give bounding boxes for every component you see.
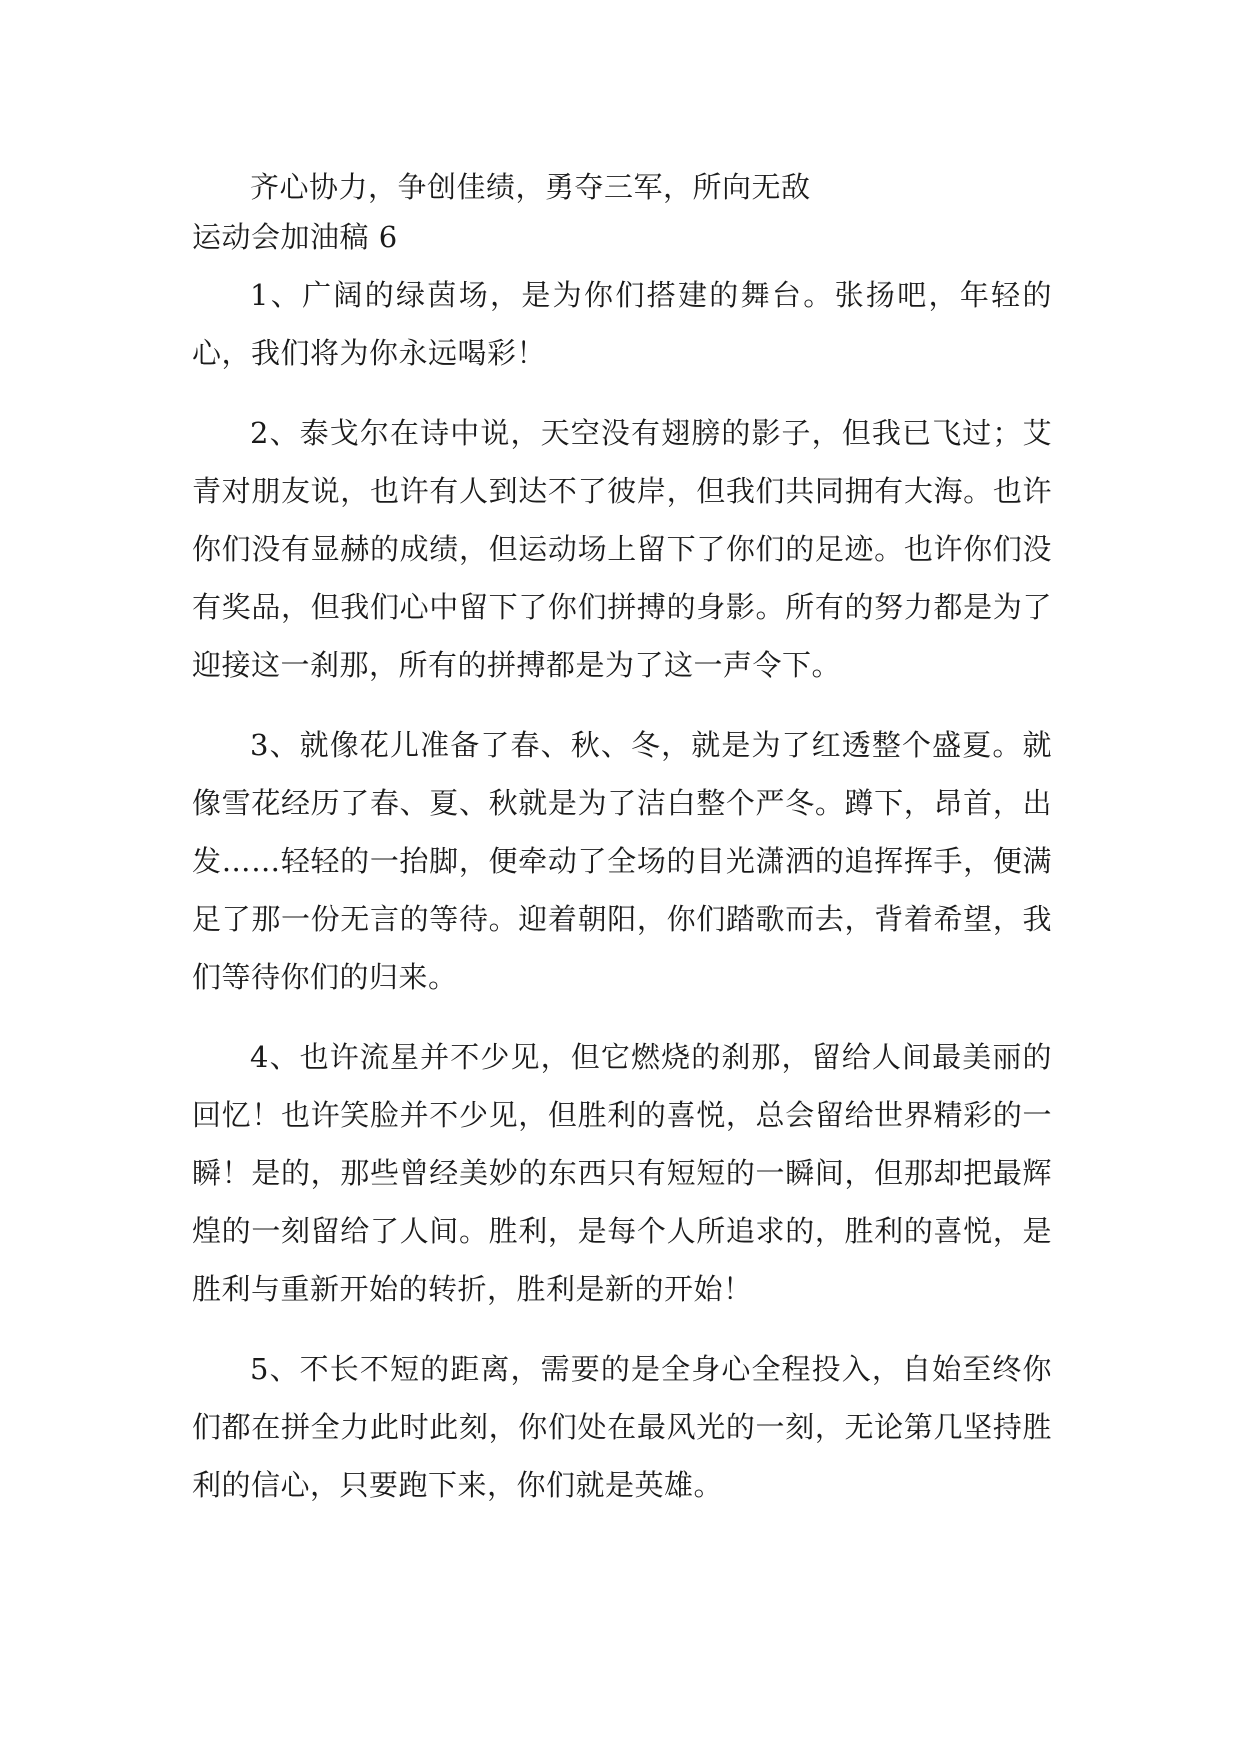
section-heading: 运动会加油稿 6 <box>192 220 398 254</box>
slogan-line: 齐心协力，争创佳绩，勇夺三军，所向无敌 <box>250 170 811 204</box>
paragraph-1: 1、广阔的绿茵场，是为你们搭建的舞台。张扬吧，年轻的心，我们将为你永远喝彩！ <box>192 278 1052 370</box>
paragraph-4: 4、也许流星并不少见，但它燃烧的刹那，留给人间最美丽的回忆！也许笑脸并不少见，但胜利的喜悦，总会留给世界精彩的一瞬！是的，那些曾经美妙的东西只有短短的一瞬间，但那却把最辉煌的一刻留给了人间。胜利，是每个人所追求的，胜利的喜悦，是胜利与重新开始的转折，胜利是新的开始！ <box>192 1040 1052 1306</box>
document-page <box>192 162 1052 1514</box>
paragraph-2: 2、泰戈尔在诗中说，天空没有翅膀的影子，但我已飞过；艾青对朋友说，也许有人到达不了彼岸，但我们共同拥有大海。也许你们没有显赫的成绩，但运动场上留下了你们的足迹。也许你们没有奖品，但我们心中留下了你们拼搏的身影。所有的努力都是为了迎接这一刹那，所有的拼搏都是为了这一声令下。 <box>192 416 1052 682</box>
paragraph-5: 5、不长不短的距离，需要的是全身心全程投入，自始至终你们都在拼全力此时此刻，你们处在最风光的一刻，无论第几坚持胜利的信心，只要跑下来，你们就是英雄。 <box>192 1352 1052 1502</box>
paragraph-3: 3、就像花儿准备了春、秋、冬，就是为了红透整个盛夏。就像雪花经历了春、夏、秋就是为了洁白整个严冬。蹲下，昂首，出发……轻轻的一抬脚，便牵动了全场的目光潇洒的追挥挥手，便满足了那一份无言的等待。迎着朝阳，你们踏歌而去，背着希望，我们等待你们的归来。 <box>192 728 1052 994</box>
